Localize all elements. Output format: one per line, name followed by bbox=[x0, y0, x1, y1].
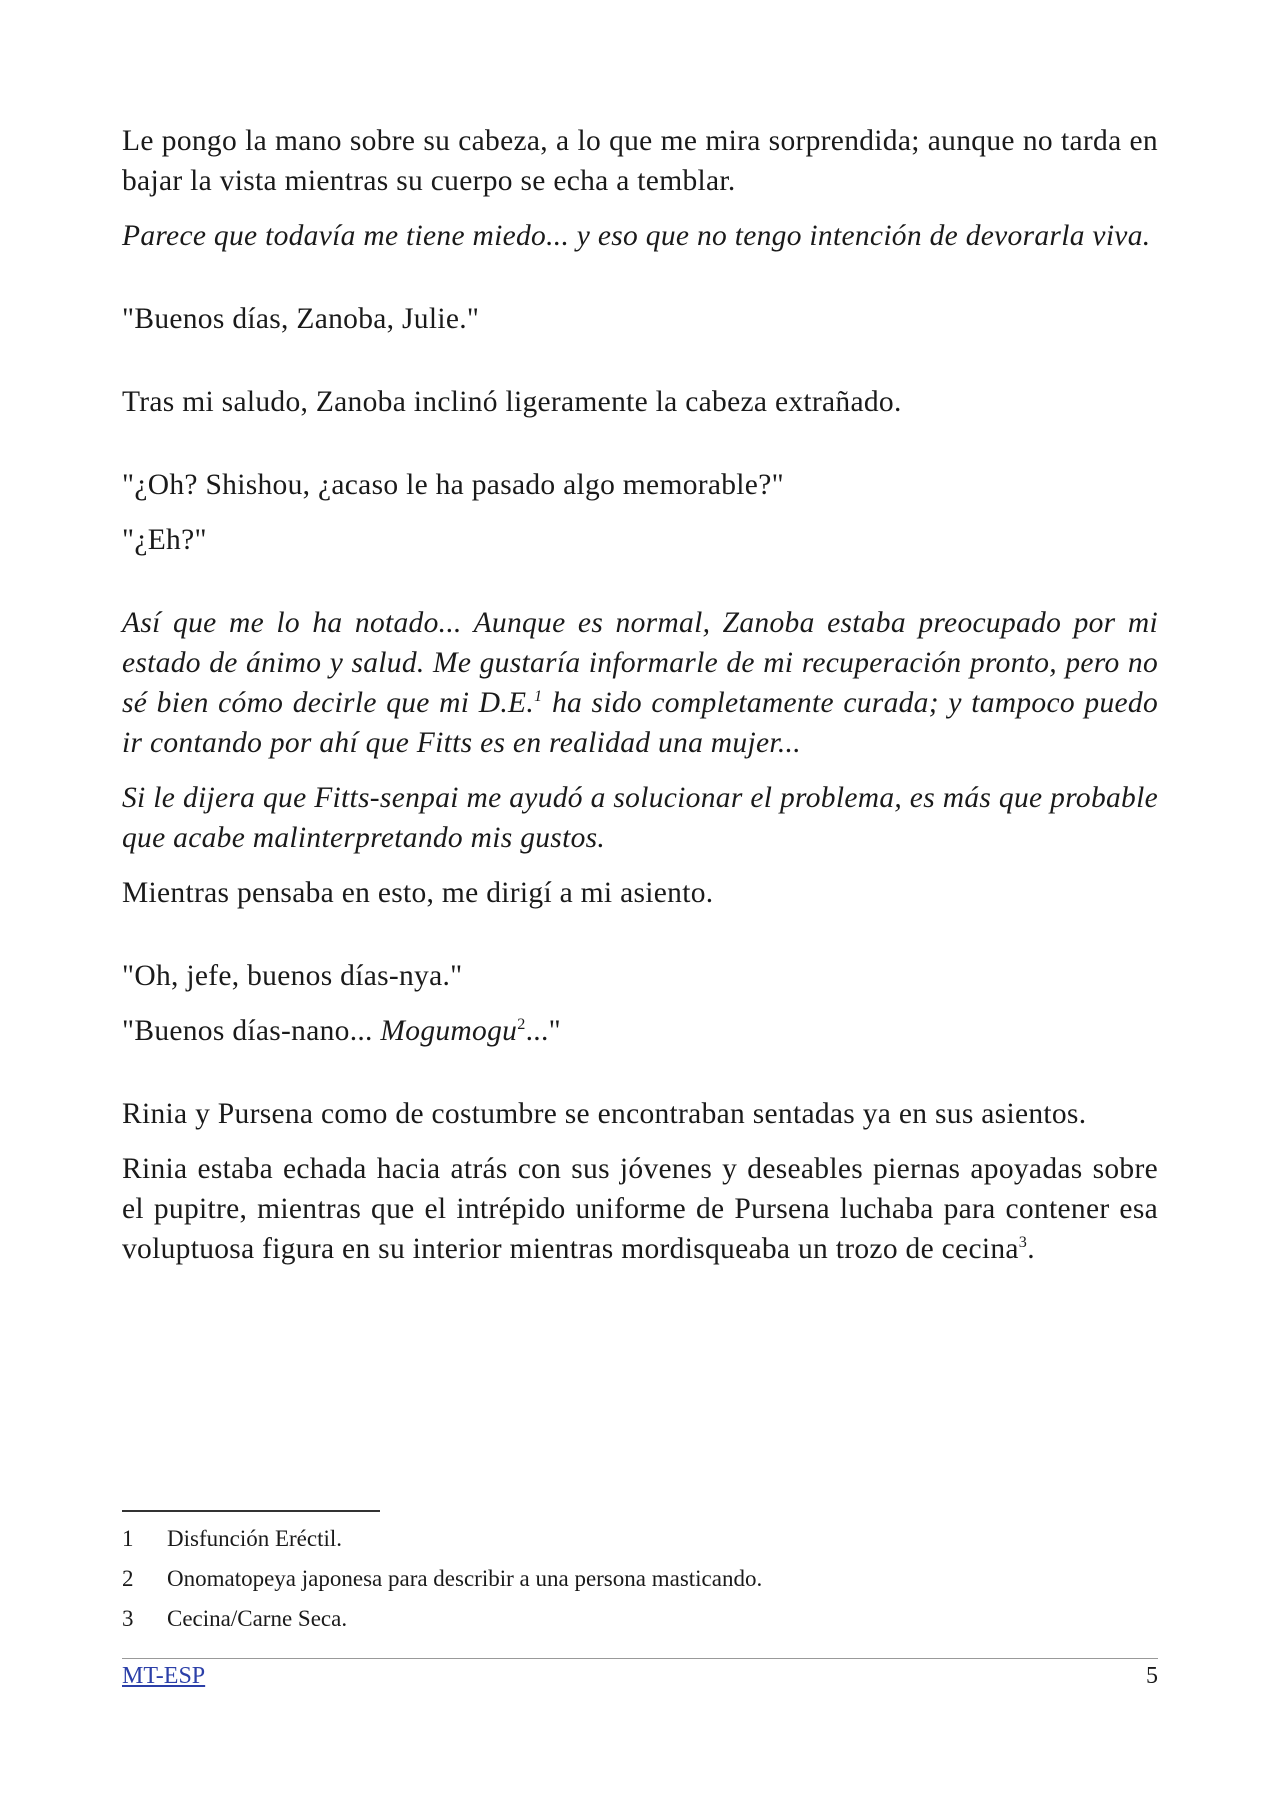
footer-separator bbox=[122, 1658, 1158, 1659]
paragraph-3-dialogue: "Buenos días, Zanoba, Julie." bbox=[122, 303, 480, 335]
page-number: 5 bbox=[1146, 1663, 1158, 1689]
footnote-number: 3 bbox=[122, 1606, 134, 1631]
footnotes bbox=[122, 1519, 1158, 1639]
footnote-text: Cecina/Carne Seca. bbox=[167, 1606, 348, 1631]
footnote-separator bbox=[122, 1510, 380, 1512]
paragraph-13-text-a: Rinia estaba echada hacia atrás con sus jóvenes y deseables piernas apoyadas sobre el pupitre, mientras que el intrépido uniforme de Pursena luchaba para contener esa voluptuosa figura en su interior mientras mordisqueaba un trozo de cecina bbox=[122, 1153, 1158, 1265]
paragraph-1: Le pongo la mano sobre su cabeza, a lo que me mira sorprendida; aunque no tarda en bajar la vista mientras su cuerpo se echa a temblar. bbox=[122, 125, 1158, 197]
paragraph-11-italic: Mogumogu bbox=[380, 1015, 518, 1047]
paragraph-2-thought: Parece que todavía me tiene miedo... y eso que no tengo intención de devorarla viva. bbox=[122, 220, 1151, 252]
paragraph-13 bbox=[122, 1149, 1158, 1269]
footnote-number: 1 bbox=[122, 1526, 134, 1551]
paragraph-8-thought: Si le dijera que Fitts-senpai me ayudó a solucionar el problema, es más que probable que acabe malinterpretando mis gustos. bbox=[122, 782, 1158, 854]
paragraph-12: Rinia y Pursena como de costumbre se encontraban sentadas ya en sus asientos. bbox=[122, 1098, 1087, 1130]
body-text bbox=[122, 121, 1158, 1269]
paragraph-7-thought bbox=[122, 603, 1158, 763]
paragraph-11-text-b: ..." bbox=[525, 1015, 561, 1047]
footnote-number: 2 bbox=[122, 1566, 134, 1591]
footnote-3 bbox=[122, 1599, 1158, 1639]
footer-source-link[interactable]: MT-ESP bbox=[122, 1663, 206, 1689]
footnote-ref-2: 2 bbox=[517, 1015, 526, 1034]
footnote-ref-3: 3 bbox=[1018, 1233, 1028, 1252]
paragraph-6-dialogue: "¿Eh?" bbox=[122, 524, 207, 556]
footnote-2 bbox=[122, 1559, 1158, 1599]
paragraph-11-text-a: "Buenos días-nano... bbox=[122, 1015, 381, 1047]
page-footer bbox=[122, 1660, 1158, 1692]
paragraph-11-dialogue bbox=[122, 1011, 1158, 1051]
paragraph-4: Tras mi saludo, Zanoba inclinó ligeramente la cabeza extrañado. bbox=[122, 386, 902, 418]
paragraph-9: Mientras pensaba en esto, me dirigí a mi asiento. bbox=[122, 877, 714, 909]
paragraph-5-dialogue: "¿Oh? Shishou, ¿acaso le ha pasado algo memorable?" bbox=[122, 469, 784, 501]
paragraph-7-text-b: ha sido completamente curada; y tampoco puedo ir contando por ahí que Fitts es en realidad una mujer... bbox=[122, 687, 1158, 759]
paragraph-10-dialogue: "Oh, jefe, buenos días-nya." bbox=[122, 960, 463, 992]
footnote-1 bbox=[122, 1519, 1158, 1559]
footnote-ref-1: 1 bbox=[534, 687, 543, 706]
footnote-text: Onomatopeya japonesa para describir a una persona masticando. bbox=[167, 1566, 763, 1591]
paragraph-13-text-b: . bbox=[1027, 1233, 1035, 1265]
paragraph-7-text-a: Así que me lo ha notado... Aunque es normal, Zanoba estaba preocupado por mi estado de ánimo y salud. Me gustaría informarle de mi recuperación pronto, pero no sé bien cómo decirle que mi D.E. bbox=[122, 607, 1158, 719]
footnote-text: Disfunción Eréctil. bbox=[167, 1526, 343, 1551]
